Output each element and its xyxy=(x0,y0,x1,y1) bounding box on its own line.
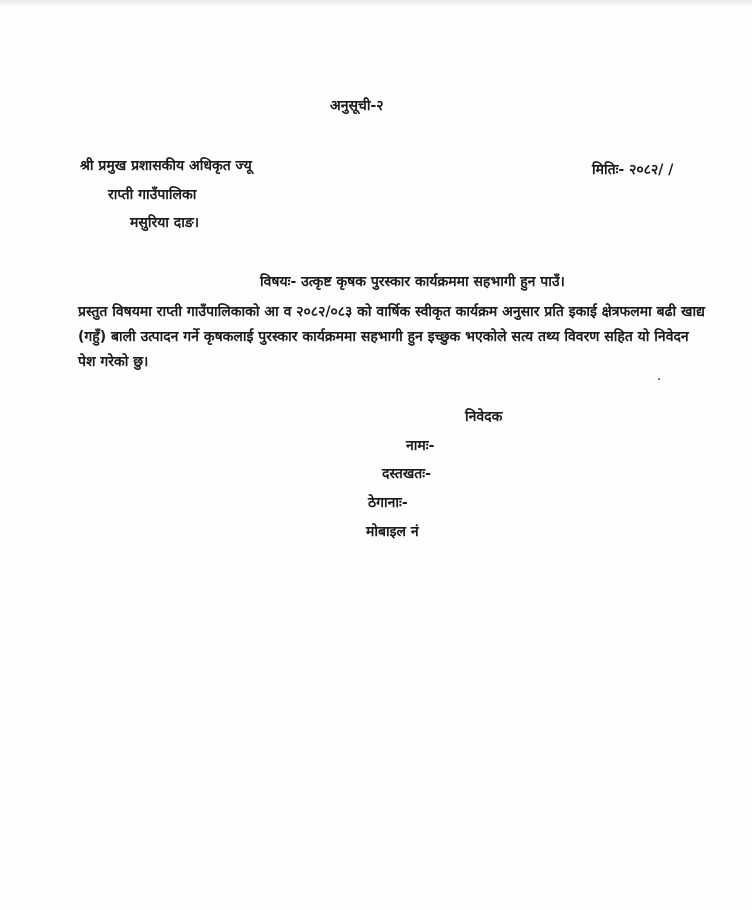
recipient-line-2: राप्ती गाउँपालिका xyxy=(108,187,197,203)
scan-edge xyxy=(0,0,752,6)
signature-field-label: दस्तखतः- xyxy=(382,466,431,482)
recipient-line-3: मसुरिया दाङ। xyxy=(130,215,200,231)
document-title: अनुसूची-२ xyxy=(330,98,384,114)
body-paragraph: प्रस्तुत विषयमा राप्ती गाउँपालिकाको आ व २०८२/०८३ को वार्षिक स्वीकृत कार्यक्रम अनुसार प्रति इकाई क्षेत्रफलमा बढी खाद्य (गहुँ) बाली उत्पादन गर्ने कृषकलाई पुरस्कार कार्यक्रममा सहभागी हुन इच्छुक भएकोले सत्य तथ्य विवरण सहित यो निवेदन पेश गरेको छु। xyxy=(78,304,705,370)
scan-speck xyxy=(658,378,660,380)
applicant-heading: निवेदक xyxy=(465,409,503,425)
date-label: मितिः- २०८२/ / xyxy=(592,162,674,178)
recipient-line-1: श्री प्रमुख प्रशासकीय अधिकृत ज्यू xyxy=(80,158,252,174)
name-field-label: नामः- xyxy=(406,438,435,454)
subject-line: विषयः- उत्कृष्ट कृषक पुरस्कार कार्यक्रममा सहभागी हुन पाउँ। xyxy=(260,274,565,290)
address-field-label: ठेगानाः- xyxy=(368,495,408,511)
mobile-field-label: मोबाइल नं xyxy=(366,524,419,540)
